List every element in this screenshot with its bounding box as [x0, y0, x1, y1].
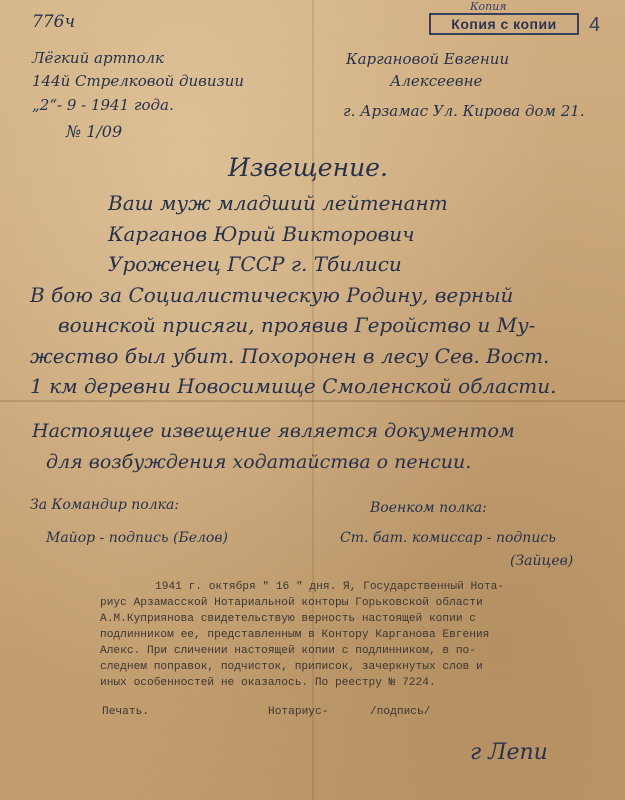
- addressee-name: Каргановой Евгении: [346, 50, 510, 68]
- addressee-patronymic: Алексеевне: [390, 72, 483, 90]
- commander-signature: Майор - подпись (Белов): [46, 530, 228, 546]
- document-title: Извещение.: [228, 153, 388, 182]
- notary-line-6: следнем поправок, подчисток, приписок, зачеркнутых слов и: [100, 661, 483, 673]
- document-date: „2“- 9 - 1941 года.: [32, 96, 174, 114]
- body-line-7: 1 км деревни Новосимище Смоленской области.: [30, 374, 557, 398]
- notary-line-2: риус Арзамасской Нотариальной конторы Горьковской области: [100, 597, 483, 609]
- body-line-6: жество был убит. Похоронен в лесу Сев. Вост.: [30, 344, 550, 368]
- copy-stamp: Копия с копии: [429, 13, 579, 35]
- notary-line-5: Алекс. При сличении настоящей копии с подлинником, в по-: [100, 645, 476, 657]
- commissar-name: (Зайцев): [510, 553, 574, 569]
- seal-label: Печать.: [102, 706, 149, 718]
- notice-line-1: Настоящее извещение является документом: [32, 420, 515, 442]
- commissar-signature: Ст. бат. комиссар - подпись: [340, 530, 556, 546]
- notary-line-4: подлинником ее, представленным в Контору Карганова Евгения: [100, 629, 490, 641]
- commissar-title: Военком полка:: [370, 500, 487, 516]
- body-line-2: Карганов Юрий Викторович: [108, 222, 415, 246]
- notary-line-1: 1941 г. октября " 16 " дня. Я, Государственный Нота-: [155, 581, 505, 593]
- document-number: 776ч: [32, 12, 76, 32]
- notary-label: Нотариус-: [268, 706, 329, 718]
- unit-line-1: Лёгкий артполк: [32, 49, 164, 67]
- reference-number: № 1/09: [66, 122, 123, 141]
- body-line-4: В бою за Социалистическую Родину, верный: [30, 283, 514, 307]
- notice-line-2: для возбуждения ходатайства о пенсии.: [46, 451, 472, 473]
- body-line-1: Ваш муж младший лейтенант: [108, 191, 448, 215]
- signature-note: /подпись/: [370, 706, 431, 718]
- unit-line-2: 144й Стрелковой дивизии: [32, 72, 245, 90]
- notary-line-3: А.М.Куприянова свидетельствую верность настоящей копии с: [100, 613, 476, 625]
- addressee-address: г. Арзамас Ул. Кирова дом 21.: [343, 102, 585, 120]
- commander-title: За Командир полка:: [30, 497, 180, 513]
- notary-line-7: иных особенностей не оказалось. По реестру № 7224.: [100, 677, 436, 689]
- stamp-overwrite: Копия: [470, 0, 507, 13]
- body-line-5: воинской присяги, проявив Геройство и Му-: [58, 313, 536, 337]
- page-number: 4: [589, 14, 601, 36]
- body-line-3: Уроженец ГССР г. Тбилиси: [108, 252, 402, 276]
- notary-handwritten-signature: г Лепи: [470, 740, 548, 765]
